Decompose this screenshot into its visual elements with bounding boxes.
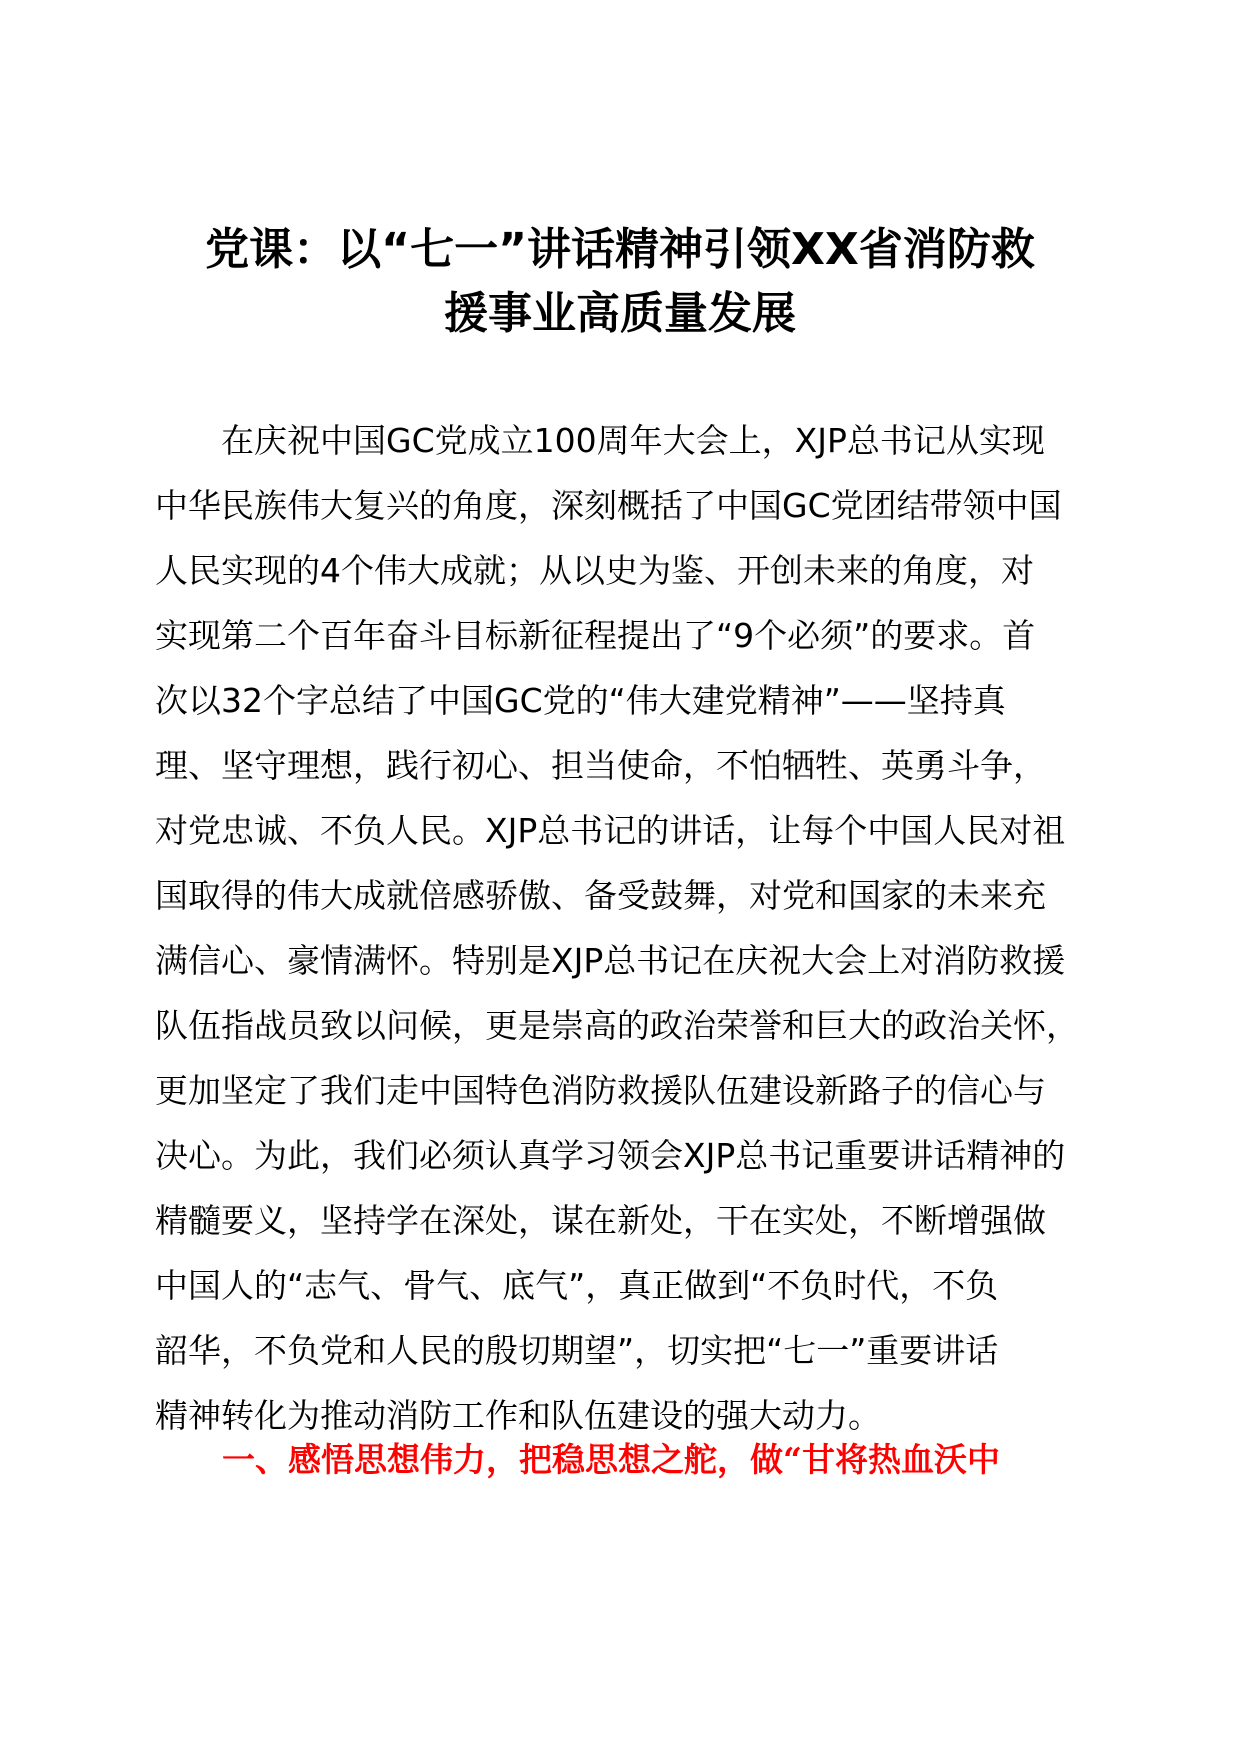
paragraph-line: 实现第二个百年奋斗目标新征程提出了“9个必须”的要求。首 [155,616,1036,655]
paragraph-line: 更加坚定了我们走中国特色消防救援队伍建设新路子的信心与 [155,1071,1046,1110]
section-heading-1: 一、感悟思想伟力，把稳思想之舵，做“甘将热血沃中 [222,1440,1000,1479]
paragraph-line: 精神转化为推动消防工作和队伍建设的强大动力。 [155,1396,881,1435]
paragraph-line: 精髓要义，坚持学在深处，谋在新处，干在实处，不断增强做 [155,1201,1046,1240]
title-line: 党课：以“七一”讲话精神引领XX省消防救 [205,224,1035,275]
intro-paragraph [155,408,1095,1448]
paragraph-line: 中华民族伟大复兴的角度，深刻概括了中国GC党团结带领中国 [155,486,1062,525]
paragraph-line: 队伍指战员致以问候，更是崇高的政治荣誉和巨大的政治关怀， [155,1006,1079,1045]
paragraph-line: 韶华，不负党和人民的殷切期望”，切实把“七一”重要讲话 [155,1331,999,1370]
title-line: 援事业高质量发展 [444,288,796,339]
paragraph-line: 理、坚守理想，践行初心、担当使命，不怕牺牲、英勇斗争， [155,746,1046,785]
paragraph-line: 决心。为此，我们必须认真学习领会XJP总书记重要讲话精神的 [155,1136,1066,1175]
paragraph-line: 次以32个字总结了中国GC党的“伟大建党精神”——坚持真 [155,681,1006,720]
paragraph-line: 中国人的“志气、骨气、底气”，真正做到“不负时代，不负 [155,1266,999,1305]
paragraph-line: 对党忠诚、不负人民。XJP总书记的讲话，让每个中国人民对祖 [155,811,1066,850]
document-title [150,218,1090,346]
paragraph-line: 在庆祝中国GC党成立100周年大会上，XJP总书记从实现 [155,421,1045,460]
paragraph-line: 满信心、豪情满怀。特别是XJP总书记在庆祝大会上对消防救援 [155,941,1066,980]
paragraph-line: 人民实现的4个伟大成就；从以史为鉴、开创未来的角度，对 [155,551,1034,590]
paragraph-line: 国取得的伟大成就倍感骄傲、备受鼓舞，对党和国家的未来充 [155,876,1046,915]
